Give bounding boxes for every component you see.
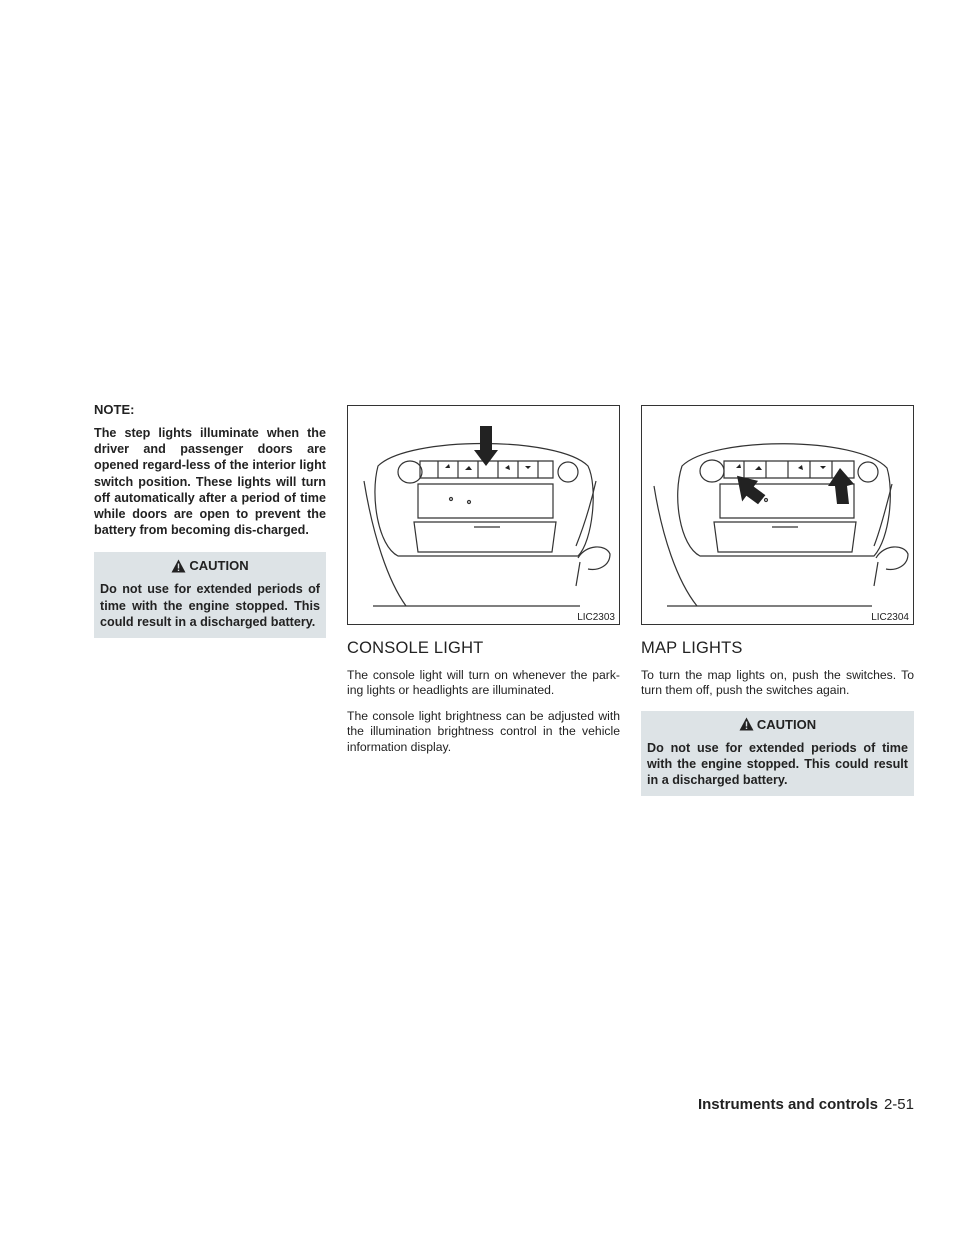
caution-heading bbox=[641, 711, 914, 736]
overhead-console-push-arrow-icon bbox=[348, 406, 619, 624]
left-column bbox=[94, 402, 326, 638]
section-title-map-lights: MAP LIGHTS bbox=[641, 639, 743, 657]
figure-map-lights bbox=[641, 405, 914, 625]
note-text: The step lights illuminate when the driver and passenger doors are opened regard-less of the interior light switch position. These lights will turn off automatically after a period of time while doors are open to prevent the battery from becoming dis-charged. bbox=[94, 426, 326, 538]
figure-code: LIC2304 bbox=[871, 612, 909, 623]
page-number: 2-51 bbox=[883, 1096, 914, 1113]
footer-section-name: Instruments and controls bbox=[697, 1096, 878, 1113]
overhead-console-map-light-arrows-icon bbox=[642, 406, 913, 624]
caution-box bbox=[94, 552, 326, 638]
caution-heading bbox=[94, 552, 326, 577]
middle-column bbox=[347, 405, 620, 765]
section-title-console-light: CONSOLE LIGHT bbox=[347, 639, 484, 657]
warning-triangle-icon bbox=[171, 559, 186, 573]
console-light-paragraph-2: The console light brightness can be adjusted with the illumination brightness control in the vehicle information display. bbox=[347, 708, 620, 754]
page-footer bbox=[0, 1096, 914, 1113]
console-light-paragraph-1: The console light will turn on whenever the park-ing lights or headlights are illuminated. bbox=[347, 668, 620, 698]
map-lights-paragraph-1: To turn the map lights on, push the switches. To turn them off, push the switches again. bbox=[641, 668, 914, 698]
caution-text: Do not use for extended periods of time with the engine stopped. This could result in a discharged battery. bbox=[647, 740, 908, 788]
figure-code: LIC2303 bbox=[577, 612, 615, 623]
caution-text: Do not use for extended periods of time with the engine stopped. This could result in a discharged battery. bbox=[100, 582, 320, 629]
note-label: NOTE: bbox=[94, 402, 135, 417]
caution-heading-text: CAUTION bbox=[756, 716, 817, 732]
caution-box bbox=[641, 711, 914, 797]
caution-heading-text: CAUTION bbox=[189, 558, 249, 574]
right-column bbox=[641, 405, 914, 796]
figure-console-light bbox=[347, 405, 620, 625]
warning-triangle-icon bbox=[739, 717, 754, 731]
